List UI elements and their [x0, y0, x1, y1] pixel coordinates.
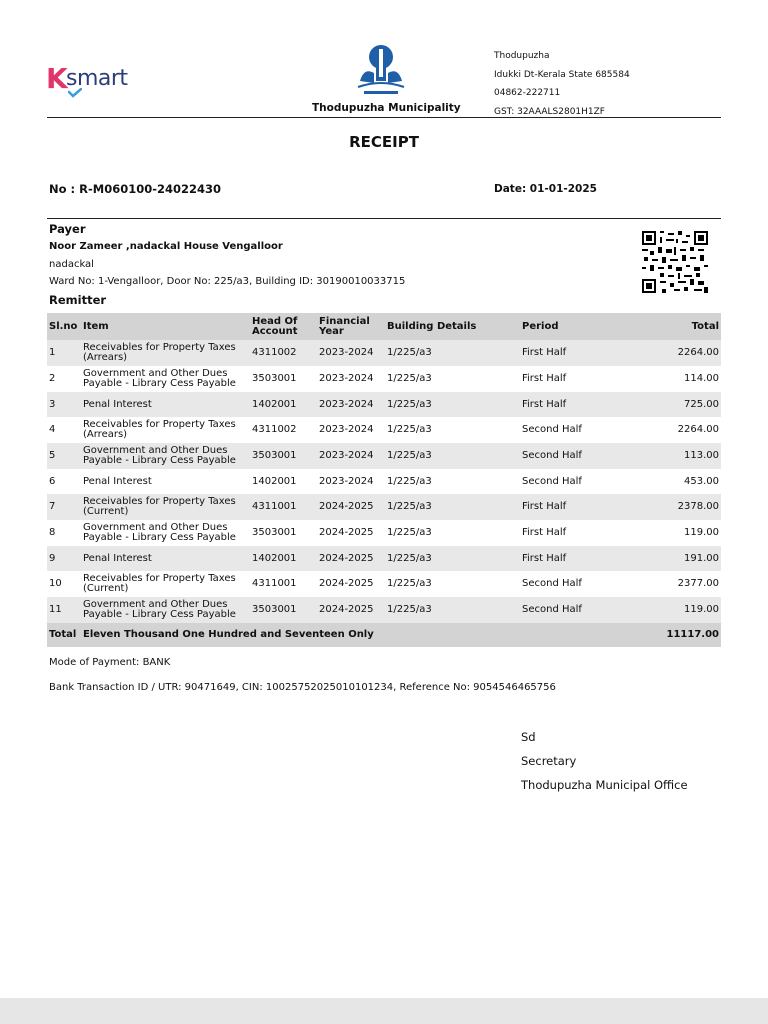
cell-head-of-account: 3503001 — [252, 527, 297, 538]
cell-head-of-account: 3503001 — [250, 597, 317, 623]
cell-head-of-account: 3503001 — [250, 443, 317, 469]
cell-financial-year: 2024-2025 — [317, 546, 385, 571]
column-header-building-details: Building Details — [385, 313, 520, 340]
cell-total: 113.00 — [628, 443, 721, 469]
cell-building-details: 1/225/a3 — [385, 546, 520, 571]
column-header-total: Total — [628, 313, 721, 340]
signature-office: Thodupuzha Municipal Office — [521, 778, 688, 792]
address-line: Idukki Dt-Kerala State 685584 — [494, 69, 630, 80]
cell-head-of-account: 1402001 — [250, 546, 317, 571]
address-line: 04862-222711 — [494, 88, 561, 98]
cell-period: Second Half — [522, 475, 582, 487]
cell-period: First Half — [520, 392, 628, 417]
cell-total: 2378.00 — [628, 494, 721, 520]
cell-financial-year: 2024-2025 — [317, 494, 385, 520]
column-header-period: Period — [520, 313, 628, 340]
cell-total: 2264.00 — [628, 340, 721, 366]
table-total-row — [47, 623, 721, 647]
cell-building-details: 1/225/a3 — [385, 392, 520, 417]
table-row — [47, 469, 721, 494]
cell-slno: 4 — [49, 424, 56, 435]
cell-slno: 7 — [47, 494, 81, 520]
column-header-head-of-account: Head Of Account — [250, 313, 317, 340]
receipt-date: Date: 01-01-2025 — [494, 183, 597, 195]
cell-financial-year: 2024-2025 — [319, 527, 374, 538]
remitter-heading: Remitter — [49, 293, 107, 307]
header-divider — [47, 117, 721, 118]
cell-total: 114.00 — [684, 373, 719, 384]
cell-item: Government and Other Dues Payable - Library Cess Payable — [83, 522, 236, 543]
cell-head-of-account: 4311002 — [250, 340, 317, 366]
cell-period: First Half — [520, 340, 628, 366]
footer-bar — [0, 998, 768, 1024]
cell-period: Second Half — [520, 443, 628, 469]
address-block — [494, 47, 630, 121]
cell-period: First Half — [522, 373, 567, 384]
table-row — [47, 417, 721, 443]
cell-building-details: 1/225/a3 — [387, 424, 432, 435]
payer-ward: Ward No: 1-Vengalloor, Door No: 225/a3, Building ID: 30190010033715 — [49, 276, 406, 287]
cell-item: Penal Interest — [83, 475, 152, 487]
cell-financial-year: 2024-2025 — [319, 578, 374, 589]
cell-financial-year: 2024-2025 — [317, 597, 385, 623]
table-row — [47, 443, 721, 469]
cell-building-details: 1/225/a3 — [387, 373, 432, 384]
logo-tick-icon — [68, 88, 82, 98]
cell-financial-year: 2023-2024 — [317, 392, 385, 417]
cell-financial-year: 2023-2024 — [319, 475, 374, 487]
cell-slno: 10 — [49, 578, 62, 589]
cell-building-details: 1/225/a3 — [385, 597, 520, 623]
address-line: GST: 32AAALS2801H1ZF — [494, 106, 605, 117]
cell-period: Second Half — [522, 578, 582, 589]
bank-transaction-details: Bank Transaction ID / UTR: 90471649, CIN: 10025752025010101234, Reference No: 9054546465756 — [49, 682, 556, 693]
cell-slno: 6 — [49, 475, 56, 487]
cell-item: Receivables for Property Taxes (Arrears) — [81, 340, 250, 366]
column-header-item: Item — [81, 313, 250, 340]
cell-building-details: 1/225/a3 — [385, 340, 520, 366]
cell-slno: 11 — [47, 597, 81, 623]
column-header-slno: Sl.no — [47, 313, 81, 340]
signature-designation: Secretary — [521, 754, 577, 768]
cell-total: 191.00 — [628, 546, 721, 571]
payer-address: nadackal — [49, 259, 94, 270]
cell-financial-year: 2023-2024 — [319, 424, 374, 435]
qr-code-icon — [642, 231, 708, 293]
municipality-emblem-icon — [354, 43, 408, 99]
table-row — [47, 520, 721, 546]
logo-k: K — [46, 62, 68, 95]
payer-name: Noor Zameer ,nadackal House Vengalloor — [49, 241, 283, 252]
cell-head-of-account: 4311002 — [252, 424, 297, 435]
cell-item: Receivables for Property Taxes (Arrears) — [83, 419, 236, 440]
cell-building-details: 1/225/a3 — [387, 475, 432, 487]
cell-item: Government and Other Dues Payable - Library Cess Payable — [83, 368, 236, 389]
cell-period: Second Half — [520, 597, 628, 623]
cell-head-of-account: 4311001 — [252, 578, 297, 589]
table-header-row — [47, 313, 721, 340]
cell-building-details: 1/225/a3 — [385, 494, 520, 520]
logo-text: smart — [66, 66, 128, 91]
cell-slno: 1 — [47, 340, 81, 366]
payer-heading: Payer — [49, 222, 86, 236]
receipt-title: RECEIPT — [349, 133, 419, 151]
cell-item: Government and Other Dues Payable - Library Cess Payable — [81, 597, 250, 623]
municipality-name: Thodupuzha Municipality — [312, 102, 461, 114]
total-amount: 11117.00 — [628, 623, 721, 647]
cell-item: Government and Other Dues Payable - Library Cess Payable — [81, 443, 250, 469]
cell-item: Penal Interest — [81, 546, 250, 571]
cell-slno: 3 — [47, 392, 81, 417]
cell-slno: 8 — [49, 527, 56, 538]
cell-item: Receivables for Property Taxes (Current) — [81, 494, 250, 520]
cell-period: First Half — [522, 527, 567, 538]
cell-head-of-account: 1402001 — [250, 392, 317, 417]
cell-item: Receivables for Property Taxes (Current) — [83, 573, 236, 594]
signature-sd: Sd — [521, 730, 536, 744]
cell-total: 725.00 — [628, 392, 721, 417]
table-row — [47, 392, 721, 417]
cell-period: First Half — [520, 546, 628, 571]
cell-head-of-account: 3503001 — [252, 373, 297, 384]
cell-period: First Half — [520, 494, 628, 520]
cell-head-of-account: 4311001 — [250, 494, 317, 520]
table-row — [47, 597, 721, 623]
table-row — [47, 494, 721, 520]
cell-financial-year: 2023-2024 — [317, 443, 385, 469]
cell-slno: 9 — [47, 546, 81, 571]
table-row — [47, 546, 721, 571]
receipt-items-table — [47, 313, 721, 647]
cell-item: Penal Interest — [81, 392, 250, 417]
cell-total: 453.00 — [684, 475, 719, 487]
cell-total: 119.00 — [628, 597, 721, 623]
address-line: Thodupuzha — [494, 51, 550, 61]
cell-building-details: 1/225/a3 — [385, 443, 520, 469]
payer-divider — [47, 218, 721, 219]
cell-building-details: 1/225/a3 — [387, 578, 432, 589]
payment-mode: Mode of Payment: BANK — [49, 657, 171, 668]
table-row — [47, 571, 721, 597]
cell-total: 2377.00 — [677, 578, 719, 589]
cell-slno: 2 — [49, 373, 56, 384]
cell-total: 2264.00 — [677, 424, 719, 435]
cell-financial-year: 2023-2024 — [319, 373, 374, 384]
cell-financial-year: 2023-2024 — [317, 340, 385, 366]
table-row — [47, 340, 721, 366]
receipt-number: No : R-M060100-24022430 — [49, 182, 222, 196]
column-header-financial-year: Financial Year — [317, 313, 385, 340]
total-label: Total — [47, 623, 81, 647]
table-row — [47, 366, 721, 392]
total-in-words: Eleven Thousand One Hundred and Seventeen Only — [81, 623, 628, 647]
cell-total: 119.00 — [684, 527, 719, 538]
cell-slno: 5 — [47, 443, 81, 469]
cell-head-of-account: 1402001 — [252, 475, 297, 487]
cell-period: Second Half — [522, 424, 582, 435]
cell-building-details: 1/225/a3 — [387, 527, 432, 538]
